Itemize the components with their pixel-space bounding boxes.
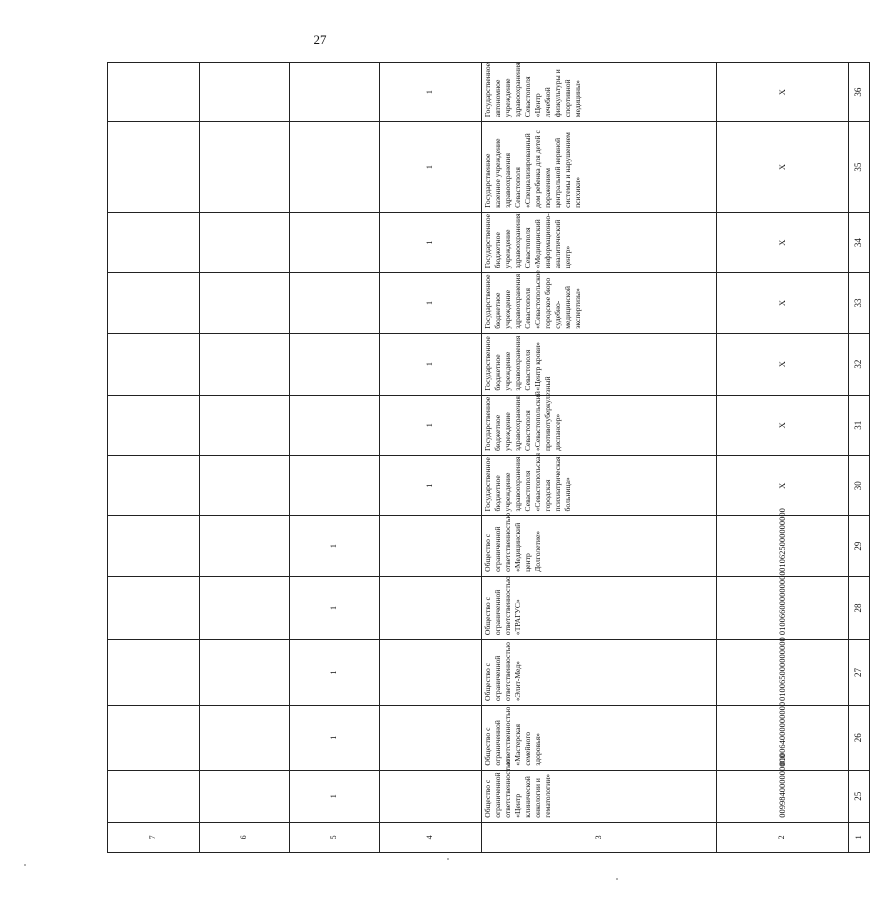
table-cell: X (717, 456, 849, 516)
table-cell (200, 640, 290, 706)
table-cell: 27 (849, 640, 870, 706)
table-cell: Общество с ограниченной ответственностью «Мастерская семейного здоровья» (482, 706, 717, 771)
table-cell (108, 63, 200, 122)
table-cell: X (717, 212, 849, 272)
table-cell: 30 (849, 456, 870, 516)
table-cell: 1 (380, 273, 482, 333)
table-cell (108, 706, 200, 771)
table-cell (108, 456, 200, 516)
table-cell: 1 (290, 576, 380, 639)
table-cell: 1 (380, 395, 482, 455)
column-header: 4 (380, 822, 482, 852)
table-cell: 34 (849, 212, 870, 272)
table-cell (380, 576, 482, 639)
table-row-column-7 (108, 63, 200, 853)
table-cell: 25 (849, 770, 870, 822)
table-cell: 28 (849, 576, 870, 639)
table-cell: 29 (849, 516, 870, 576)
scan-speck (24, 864, 26, 866)
column-header: 1 (849, 822, 870, 852)
table-cell: Общество с ограниченной ответственностью «Центр клинической онкологии и гематологии» (482, 770, 717, 822)
column-header: 2 (717, 822, 849, 852)
table-cell: 33 (849, 273, 870, 333)
table-cell: 010625000000000 (717, 516, 849, 576)
table-cell: 31 (849, 395, 870, 455)
table-cell (290, 456, 380, 516)
table-cell: Государственное бюджетное учреждение здравоохранения Севастополя «Центр крови» (482, 333, 717, 395)
table-cell (108, 640, 200, 706)
table-cell: 1 (290, 770, 380, 822)
table-cell (108, 333, 200, 395)
table-cell (200, 333, 290, 395)
table-cell: Государственное бюджетное учреждение здравоохранения Севастополя «Медицинский информационно-аналитический центр» (482, 212, 717, 272)
medical-organizations-table (107, 62, 870, 853)
table-cell: 1 (380, 333, 482, 395)
table-cell: 1 (380, 456, 482, 516)
table-cell (108, 770, 200, 822)
table-cell (200, 395, 290, 455)
table-cell: X (717, 395, 849, 455)
table-cell (200, 576, 290, 639)
column-header: 7 (108, 822, 200, 852)
table-cell (200, 456, 290, 516)
table-row-column-5 (290, 63, 380, 853)
table-cell (108, 576, 200, 639)
table-row-column-3 (482, 63, 717, 853)
scan-speck (447, 858, 449, 860)
table-cell: 1 (290, 516, 380, 576)
table-cell: Государственное бюджетное учреждение здравоохранения Севастополя «Севастопольская городская психиатрическая больница» (482, 456, 717, 516)
table-cell (200, 516, 290, 576)
table-cell: X (717, 333, 849, 395)
table-cell (108, 122, 200, 213)
table-cell: 35 (849, 122, 870, 213)
table-cell (200, 770, 290, 822)
table-cell (380, 516, 482, 576)
table-row-column-1 (849, 63, 870, 853)
table-cell (200, 212, 290, 272)
table-cell (290, 212, 380, 272)
table-cell (290, 395, 380, 455)
table-cell: Государственное бюджетное учреждение здравоохранения Севастополя «Севастопольский противотуберкулезный диспансер» (482, 395, 717, 455)
table-cell: 1 (290, 640, 380, 706)
scan-speck (616, 878, 618, 880)
table-cell (380, 706, 482, 771)
table-cell (290, 122, 380, 213)
table-cell: Общество с ограниченной ответственностью «Медицинский центр Долголетие» (482, 516, 717, 576)
table-cell (200, 63, 290, 122)
table-cell: Общество с ограниченной ответственностью «ТРАГУС» (482, 576, 717, 639)
table-cell (290, 63, 380, 122)
table-cell: X (717, 273, 849, 333)
table-cell: 26 (849, 706, 870, 771)
table-cell (108, 212, 200, 272)
table-cell (290, 333, 380, 395)
table-cell: 010066000000000 (717, 576, 849, 639)
table-cell: Общество с ограниченной ответственностью «Элит-Мед» (482, 640, 717, 706)
table-cell: X (717, 122, 849, 213)
table-cell: 1 (380, 122, 482, 213)
table-cell (290, 273, 380, 333)
table-cell: 010064000000000 (717, 706, 849, 771)
table-cell (380, 640, 482, 706)
table-row-column-4 (380, 63, 482, 853)
table-row-column-2 (717, 63, 849, 853)
column-header: 5 (290, 822, 380, 852)
table-cell (200, 273, 290, 333)
rotated-table-wrapper (107, 62, 864, 853)
table-cell: Государственное казенное учреждение здравоохранения Севастополя «Специализированный дом ребенка для детей с поражением центральной нервной системы и нарушением психики» (482, 122, 717, 213)
table-cell: Государственное автономное учреждение здравоохранения Севастополя «Центр лечебной физкультуры и спортивной медицины» (482, 63, 717, 122)
table-cell (200, 122, 290, 213)
table-cell: Государственное бюджетное учреждение здравоохранения Севастополя «Севастопольское городское бюро судебно-медицинской экспертизы» (482, 273, 717, 333)
table-cell (108, 516, 200, 576)
page-number: 27 (313, 32, 327, 47)
table-cell (108, 273, 200, 333)
table-cell: 010065000000000 (717, 640, 849, 706)
table-cell: X (717, 63, 849, 122)
table-cell (380, 770, 482, 822)
table-cell: 1 (380, 212, 482, 272)
table-cell (200, 706, 290, 771)
table-cell (108, 395, 200, 455)
column-header: 6 (200, 822, 290, 852)
table-row-column-6 (200, 63, 290, 853)
table-cell: 009984000000000 (717, 770, 849, 822)
table-cell: 1 (290, 706, 380, 771)
column-header: 3 (482, 822, 717, 852)
table-cell: 32 (849, 333, 870, 395)
table-cell: 1 (380, 63, 482, 122)
table-cell: 36 (849, 63, 870, 122)
